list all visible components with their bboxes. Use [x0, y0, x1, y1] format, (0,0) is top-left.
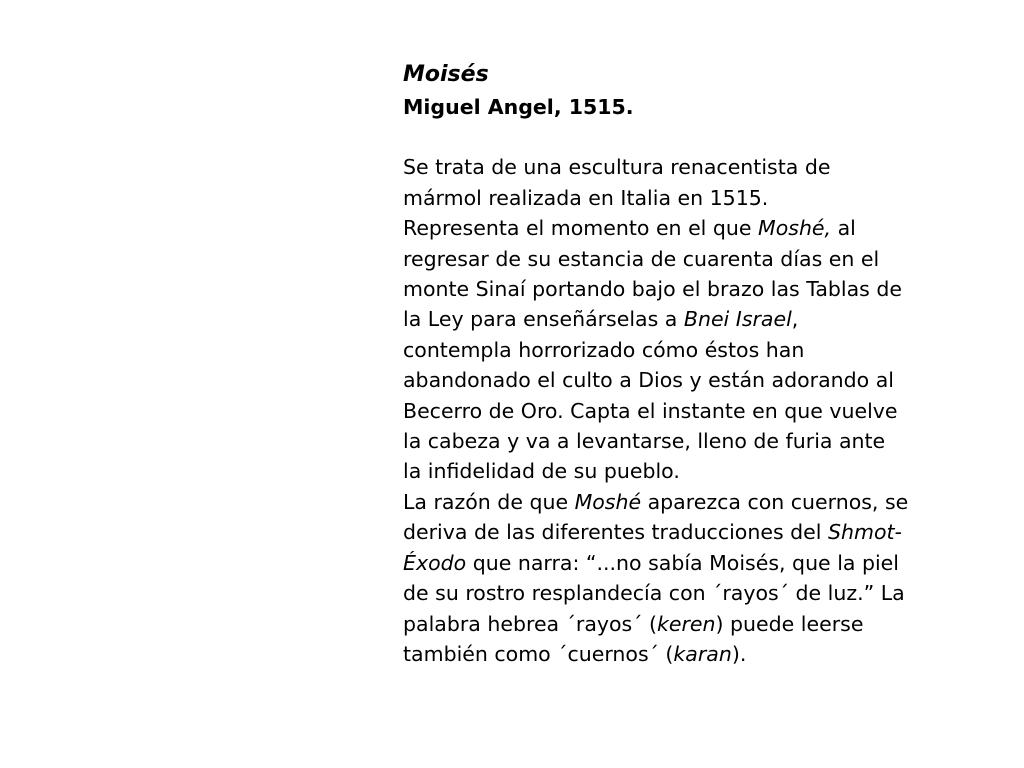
text-run: la infidelidad de su pueblo.	[403, 459, 680, 484]
italic-term: Shmot-	[827, 520, 902, 545]
description-line	[403, 487, 983, 517]
text-run: Becerro de Oro. Capta el instante en que vuelve	[403, 398, 898, 423]
italic-term: Éxodo	[403, 550, 467, 575]
text-run: deriva de las diferentes traducciones del	[403, 520, 828, 545]
text-run: ) puede leerse	[715, 611, 864, 636]
text-run: abandonado el culto a Dios y están adorando al	[403, 368, 894, 393]
description-line	[403, 548, 983, 578]
artist-and-year: Miguel Angel, 1515.	[403, 95, 634, 119]
text-run: mármol realizada en Italia en 1515.	[403, 185, 769, 210]
description-line	[403, 152, 983, 182]
italic-term: keren	[657, 611, 716, 636]
text-run: de su rostro resplandecía con ´rayos´ de luz.” La	[403, 581, 905, 606]
description-line	[403, 426, 983, 456]
description-line	[403, 244, 983, 274]
description-line	[403, 517, 983, 547]
spacer	[403, 122, 983, 152]
text-run: la Ley para enseñárselas a	[403, 307, 684, 332]
text-run: también como ´cuernos´ (	[403, 641, 674, 666]
italic-term: karan	[673, 641, 732, 666]
italic-term: Moshé	[574, 489, 642, 514]
text-run: La razón de que	[403, 489, 575, 514]
text-run: la cabeza y va a levantarse, lleno de furia ante	[403, 429, 886, 454]
description-line	[403, 639, 983, 669]
description-body	[403, 152, 983, 669]
text-run: contempla horrorizado cómo éstos han	[403, 337, 805, 362]
text-run: monte Sinaí portando bajo el brazo las Tablas de	[403, 277, 903, 302]
text-run: Se trata de una escultura renacentista de	[403, 155, 831, 180]
description-line	[403, 578, 983, 608]
text-run: aparezca con cuernos, se	[641, 489, 909, 514]
description-line	[403, 365, 983, 395]
description-line	[403, 335, 983, 365]
text-run: que narra: “...no sabía Moisés, que la piel	[466, 550, 899, 575]
text-run: regresar de su estancia de cuarenta días en el	[403, 246, 880, 271]
italic-term: Bnei Israel	[683, 307, 792, 332]
description-line	[403, 183, 983, 213]
italic-term: Moshé,	[758, 216, 832, 241]
description-line	[403, 609, 983, 639]
text-run: al	[831, 216, 856, 241]
text-run: ,	[791, 307, 799, 332]
text-run: palabra hebrea ´rayos´ (	[403, 611, 657, 636]
description-line	[403, 213, 983, 243]
description-line	[403, 396, 983, 426]
text-block	[403, 58, 983, 669]
text-run: Representa el momento en el que	[403, 216, 759, 241]
text-run: ).	[731, 641, 747, 666]
description-line	[403, 456, 983, 486]
description-line	[403, 274, 983, 304]
artwork-title: Moisés	[403, 62, 489, 87]
description-line	[403, 304, 983, 334]
